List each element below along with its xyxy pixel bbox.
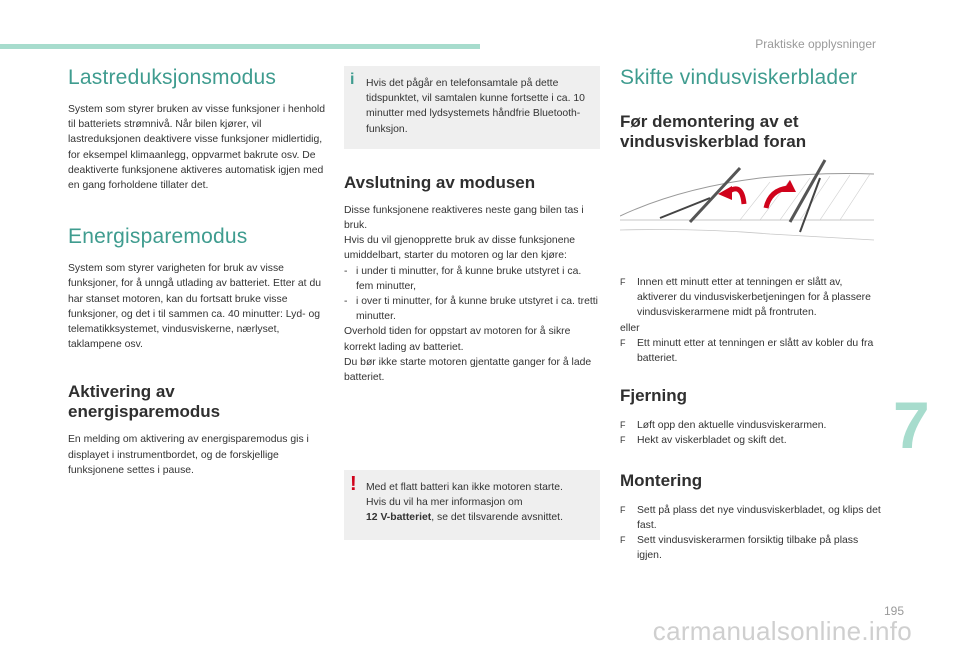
paragraph-avslutning-3: Overhold tiden for oppstart av motoren for å sikre korrekt lading av batteriet.: [344, 326, 571, 353]
heading-aktivering: Aktivering av energisparemodus: [68, 382, 221, 422]
list-item: - i over ti minutter, for å kunne bruke utstyret i ca. tretti minutter.: [344, 294, 600, 324]
steps-fjerning-list: [620, 418, 884, 448]
arrow-head-icon: [782, 180, 796, 192]
eller-text: eller: [620, 322, 640, 334]
bullet-icon: F: [620, 420, 626, 431]
heading-lastreduksjonsmodus: Lastreduksjonsmodus: [68, 66, 277, 89]
paragraph-avslutning-4: Du bør ikke starte motoren gjentatte ganger for å lade batteriet.: [344, 356, 592, 384]
wiper-illustration: [620, 158, 874, 258]
steps-before-list: [620, 275, 884, 321]
warning-icon: !: [350, 473, 357, 495]
heading-energisparemodus: Energisparemodus: [68, 225, 248, 249]
warning-note: [344, 470, 600, 540]
bullet-icon: F: [620, 535, 626, 546]
list-item: - i under ti minutter, for å kunne bruke utstyret i ca. fem minutter,: [344, 264, 600, 294]
warning-line-1: Med et flatt batteri kan ikke motoren starte.: [366, 482, 563, 493]
section-label: Praktiske opplysninger: [755, 37, 876, 51]
watermark: carmanualsonline.info: [652, 616, 912, 646]
list-item: F Sett på plass det nye vindusviskerbladet, og klips det fast.: [620, 504, 881, 531]
warning-line-3-text: , se det tilsvarende avsnittet.: [431, 512, 563, 524]
paragraph-avslutning-1: Disse funksjonene reaktiveres neste gang bilen tas i bruk.: [344, 204, 584, 232]
column-left: [68, 66, 328, 478]
paragraph-energisparemodus: System som styrer varigheten for bruk av visse funksjoner, for å unngå utlading av batteriet. Etter at du har stanset motoren, kan du fortsatt bruke visse funksjoner, og det i til sammen ca. 40 minutter: Lyd- og telematikksystemet, vindusviskerne, nærlyset, taklampene osv.: [68, 263, 322, 351]
duration-list: [344, 264, 600, 325]
info-note-text: Hvis det pågår en telefonsamtale på dette tidspunktet, vil samtalen kunne fortsette i ca. 10 minutter med lydsystemets håndfrie Bluetooth-funksjon.: [366, 78, 585, 135]
heading-montering: Montering: [620, 470, 703, 490]
wiper-right: [790, 160, 825, 232]
bullet-icon: F: [620, 337, 626, 348]
list-item: F Løft opp den aktuelle vindusviskerarmen.: [620, 418, 884, 433]
page-number: 195: [883, 604, 904, 618]
warning-line-3: [366, 510, 590, 525]
heading-avslutning: Avslutning av modusen: [344, 172, 536, 192]
warning-bold-term: 12 V-batteriet: [366, 512, 432, 524]
info-icon: i: [350, 71, 355, 88]
list-item: F Innen ett minutt etter at tenningen er slått av, aktiverer du vindusviskerbetjeningen for å plassere vindusviskerarmene midt på frontruten.: [620, 277, 871, 319]
column-right: [620, 66, 884, 563]
bonnet-line: [620, 230, 874, 241]
list-item: F Hekt av viskerbladet og skift det.: [620, 433, 884, 448]
heading-fjerning: Fjerning: [620, 386, 688, 406]
steps-montering-list: [620, 503, 884, 564]
list-item: F Sett vindusviskerarmen forsiktig tilbake på plass igjen.: [620, 535, 859, 562]
top-accent-bar: [0, 44, 480, 49]
bullet-icon: F: [620, 277, 626, 287]
list-item: F Ett minutt etter at tenningen er slått av kobler du fra batteriet.: [620, 337, 874, 365]
heading-for-demontering: Før demontering av et vindusviskerblad foran: [620, 112, 807, 151]
steps-before-list-2: [620, 336, 884, 366]
paragraph-avslutning-2: Hvis du vil gjenopprette bruk av disse funksjonene umiddelbart, starter du motoren og lar den kjøre:: [344, 235, 576, 262]
bullet-icon: F: [620, 435, 626, 446]
windshield-edge: [620, 174, 874, 217]
bullet-icon: F: [620, 504, 626, 515]
warning-line-2: Hvis du vil ha mer informasjon om: [366, 497, 523, 509]
paragraph-lastreduksjon: System som styrer bruken av visse funksjoner i henhold til batteriets strømnivå. Når bilen kjører, vil lastreduksjonen deaktivere visse funksjoner midlertidig, for eksempel klimaanlegg, oppvarmet bakrute osv. De deaktiverte funksjonene aktiveres automatisk igjen med en gang forholdene tillater det.: [68, 104, 325, 192]
chapter-number: 7: [893, 388, 930, 462]
info-note: [344, 66, 600, 149]
paragraph-aktivering: En melding om aktivering av energisparemodus gis i displayet i instrumentbordet, og de forskjellige funksjonene settes i pause.: [68, 434, 309, 476]
column-middle: [344, 66, 600, 524]
heading-skifte: Skifte vindusviskerblader: [620, 66, 858, 89]
